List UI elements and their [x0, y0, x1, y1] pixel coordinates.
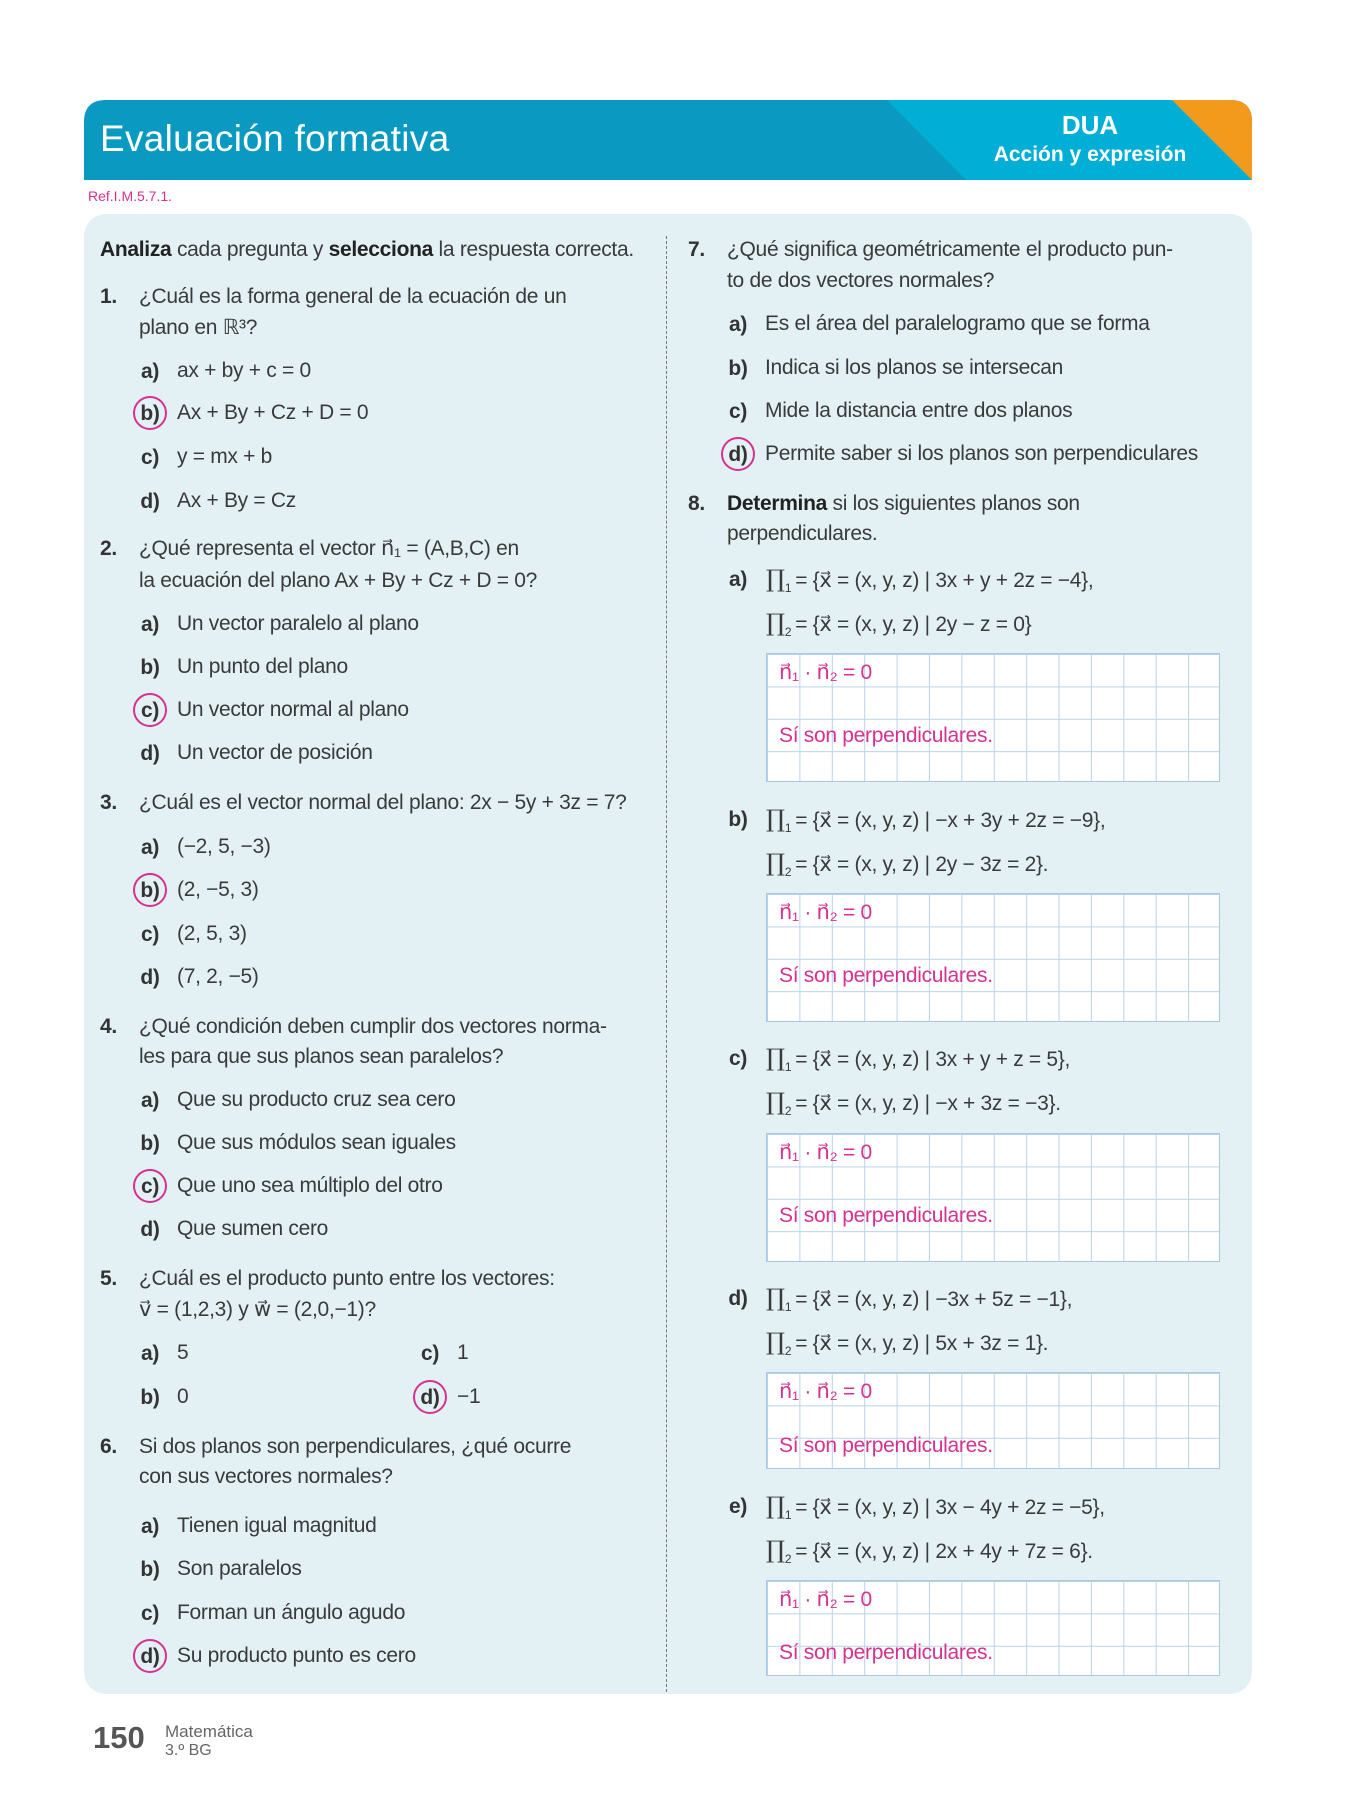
- handwritten-answer-conclusion: Sí son perpendiculares.: [779, 1434, 993, 1457]
- option-letter[interactable]: b): [140, 656, 160, 679]
- pi-symbol: ∏: [766, 849, 785, 877]
- question-number: 6.: [100, 1435, 117, 1458]
- option-text[interactable]: 5: [177, 1341, 189, 1364]
- handwritten-answer-conclusion: Sí son perpendiculares.: [779, 1204, 993, 1227]
- option-letter[interactable]: a): [140, 360, 160, 383]
- question-text: to de dos vectores normales?: [727, 269, 995, 292]
- plane-definition: = {x⃗ = (x, y, z) | 2x + 4y + 7z = 6}.: [795, 1540, 1093, 1563]
- option-text[interactable]: (2, 5, 3): [177, 922, 247, 945]
- question-text: plano en ℝ³?: [139, 316, 258, 339]
- option-text[interactable]: ax + by + c = 0: [177, 359, 311, 382]
- option-letter-selected[interactable]: d): [721, 437, 755, 471]
- option-letter[interactable]: d): [140, 490, 160, 513]
- item-letter: b): [728, 808, 748, 831]
- question-text: con sus vectores normales?: [139, 1465, 393, 1488]
- option-text[interactable]: (−2, 5, −3): [177, 835, 271, 858]
- option-letter[interactable]: a): [140, 1515, 160, 1538]
- handwritten-answer-dot-product: n⃗₁ · n⃗₂ = 0: [779, 901, 872, 924]
- plane-definition: = {x⃗ = (x, y, z) | 5x + 3z = 1}.: [795, 1332, 1049, 1355]
- question-number: 3.: [100, 791, 117, 814]
- option-text[interactable]: Que su producto cruz sea cero: [177, 1088, 456, 1111]
- plane-2-equation: [766, 849, 1049, 880]
- pi-symbol: ∏: [766, 1492, 785, 1520]
- pi-symbol: ∏: [766, 1088, 785, 1116]
- option-letter[interactable]: a): [140, 1089, 160, 1112]
- plane-2-equation: [766, 1536, 1093, 1567]
- option-letter[interactable]: c): [420, 1342, 440, 1365]
- option-letter-selected[interactable]: c): [133, 1169, 167, 1203]
- question-number: 1.: [100, 285, 117, 308]
- option-text[interactable]: (7, 2, −5): [177, 965, 259, 988]
- bold-verb: Determina: [727, 492, 828, 515]
- option-letter[interactable]: a): [728, 313, 748, 336]
- option-letter-selected[interactable]: d): [413, 1380, 447, 1414]
- handwritten-answer-conclusion: Sí son perpendiculares.: [779, 724, 993, 747]
- handwritten-answer-dot-product: n⃗₁ · n⃗₂ = 0: [779, 1380, 872, 1403]
- question-number: 5.: [100, 1267, 117, 1290]
- option-letter[interactable]: b): [728, 357, 748, 380]
- pi-symbol: ∏: [766, 565, 785, 593]
- plane-definition: = {x⃗ = (x, y, z) | 3x + y + 2z = −4},: [795, 569, 1094, 592]
- pi-symbol: ∏: [766, 805, 785, 833]
- option-text[interactable]: Un vector normal al plano: [177, 698, 409, 721]
- plane-1-equation: [766, 805, 1106, 836]
- option-text[interactable]: Ax + By = Cz: [177, 489, 296, 512]
- option-text[interactable]: Es el área del paralelogramo que se forma: [765, 312, 1150, 335]
- option-letter[interactable]: d): [140, 742, 160, 765]
- question-text: ¿Cuál es el vector normal del plano: 2x − 5y + 3z = 7?: [139, 791, 627, 814]
- pi-symbol: ∏: [766, 1284, 785, 1312]
- option-text[interactable]: Un vector paralelo al plano: [177, 612, 419, 635]
- option-letter-selected[interactable]: b): [133, 873, 167, 907]
- option-text[interactable]: Mide la distancia entre dos planos: [765, 399, 1073, 422]
- subscript: 2: [784, 865, 792, 880]
- item-letter: c): [728, 1047, 748, 1070]
- option-letter[interactable]: c): [728, 400, 748, 423]
- option-text[interactable]: (2, −5, 3): [177, 878, 259, 901]
- option-letter[interactable]: c): [140, 1602, 160, 1625]
- option-text[interactable]: Que sus módulos sean iguales: [177, 1131, 456, 1154]
- answer-grid: [766, 653, 1220, 782]
- plane-2-equation: [766, 609, 1032, 640]
- option-text[interactable]: Que uno sea múltiplo del otro: [177, 1174, 443, 1197]
- option-text[interactable]: Forman un ángulo agudo: [177, 1601, 406, 1624]
- dua-badge-subtitle: Acción y expresión: [993, 143, 1187, 166]
- answer-grid: [766, 1580, 1220, 1676]
- option-letter[interactable]: a): [140, 613, 160, 636]
- question-text: [727, 490, 1080, 518]
- grade: 3.º BG: [165, 1742, 212, 1759]
- option-text[interactable]: −1: [457, 1385, 481, 1408]
- answer-grid: [766, 1133, 1220, 1262]
- option-text[interactable]: Un vector de posición: [177, 741, 373, 764]
- handwritten-answer-conclusion: Sí son perpendiculares.: [779, 1641, 993, 1664]
- option-letter-selected[interactable]: c): [133, 693, 167, 727]
- plane-definition: = {x⃗ = (x, y, z) | 3x + y + z = 5},: [795, 1048, 1071, 1071]
- question-text: v⃗ = (1,2,3) y w⃗ = (2,0,−1)?: [139, 1298, 376, 1321]
- subscript: 2: [784, 625, 792, 640]
- plane-definition: = {x⃗ = (x, y, z) | 2y − z = 0}: [795, 613, 1032, 636]
- reference-code: Ref.I.M.5.7.1.: [88, 188, 173, 204]
- option-text[interactable]: Un punto del plano: [177, 655, 348, 678]
- option-letter[interactable]: c): [140, 923, 160, 946]
- question-number: 7.: [688, 238, 705, 261]
- subscript: 1: [784, 1508, 792, 1523]
- option-text[interactable]: Son paralelos: [177, 1557, 302, 1580]
- instruction: Analiza cada pregunta y selecciona la respuesta correcta.: [100, 238, 634, 261]
- column-divider: [666, 236, 667, 1692]
- option-letter-selected[interactable]: d): [133, 1639, 167, 1673]
- option-letter[interactable]: d): [140, 966, 160, 989]
- question-text: ¿Qué representa el vector n⃗₁ = (A,B,C) en: [139, 537, 519, 560]
- option-text[interactable]: Permite saber si los planos son perpendiculares: [765, 442, 1198, 465]
- item-letter: a): [728, 568, 748, 591]
- plane-2-equation: [766, 1328, 1049, 1359]
- dua-badge-title: DUA: [1061, 110, 1119, 140]
- option-letter[interactable]: b): [140, 1132, 160, 1155]
- pi-symbol: ∏: [766, 1536, 785, 1564]
- option-letter[interactable]: d): [140, 1218, 160, 1241]
- handwritten-answer-dot-product: n⃗₁ · n⃗₂ = 0: [779, 1141, 872, 1164]
- subscript: 1: [784, 821, 792, 836]
- question-text: ¿Qué significa geométricamente el producto pun-: [727, 238, 1173, 261]
- question-text: la ecuación del plano Ax + By + Cz + D = 0?: [139, 569, 538, 592]
- option-letter[interactable]: b): [140, 1386, 160, 1409]
- question-number: 8.: [688, 492, 705, 515]
- plane-1-equation: [766, 1284, 1073, 1315]
- option-text[interactable]: 1: [457, 1341, 469, 1364]
- question-number: 2.: [100, 537, 117, 560]
- option-letter-selected[interactable]: b): [133, 396, 167, 430]
- question-text: les para que sus planos sean paralelos?: [139, 1045, 504, 1068]
- subscript: 1: [784, 581, 792, 596]
- subscript: 2: [784, 1104, 792, 1119]
- option-text[interactable]: 0: [177, 1385, 189, 1408]
- option-text[interactable]: Tienen igual magnitud: [177, 1514, 377, 1537]
- subscript: 2: [784, 1344, 792, 1359]
- plane-definition: = {x⃗ = (x, y, z) | −x + 3y + 2z = −9},: [795, 809, 1106, 832]
- subscript: 1: [784, 1300, 792, 1315]
- question-text: perpendiculares.: [727, 522, 878, 545]
- option-text[interactable]: Que sumen cero: [177, 1217, 329, 1240]
- option-text[interactable]: Su producto punto es cero: [177, 1644, 416, 1667]
- question-number: 4.: [100, 1015, 117, 1038]
- option-letter[interactable]: b): [140, 1558, 160, 1581]
- pi-symbol: ∏: [766, 1328, 785, 1356]
- handwritten-answer-dot-product: n⃗₁ · n⃗₂ = 0: [779, 661, 872, 684]
- plane-definition: = {x⃗ = (x, y, z) | 3x − 4y + 2z = −5},: [795, 1496, 1105, 1519]
- plane-2-equation: [766, 1088, 1061, 1119]
- plane-definition: = {x⃗ = (x, y, z) | −x + 3z = −3}.: [795, 1092, 1061, 1115]
- option-letter[interactable]: a): [140, 836, 160, 859]
- question-text: ¿Cuál es la forma general de la ecuación de un: [139, 285, 567, 308]
- question-text: Si dos planos son perpendiculares, ¿qué ocurre: [139, 1435, 572, 1458]
- handwritten-answer-conclusion: Sí son perpendiculares.: [779, 964, 993, 987]
- answer-grid: [766, 1372, 1220, 1469]
- pi-symbol: ∏: [766, 1044, 785, 1072]
- plane-1-equation: [766, 1044, 1071, 1075]
- pi-symbol: ∏: [766, 609, 785, 637]
- question-text: ¿Cuál es el producto punto entre los vectores:: [139, 1267, 555, 1290]
- question-text: ¿Qué condición deben cumplir dos vectores norma-: [139, 1015, 607, 1038]
- plane-definition: = {x⃗ = (x, y, z) | −3x + 5z = −1},: [795, 1288, 1073, 1311]
- plane-definition: = {x⃗ = (x, y, z) | 2y − 3z = 2}.: [795, 853, 1049, 876]
- page-number: 150: [93, 1720, 145, 1755]
- option-text[interactable]: Indica si los planos se intersecan: [765, 356, 1063, 379]
- plane-1-equation: [766, 565, 1094, 596]
- option-letter[interactable]: a): [140, 1342, 160, 1365]
- subscript: 1: [784, 1060, 792, 1075]
- handwritten-answer-dot-product: n⃗₁ · n⃗₂ = 0: [779, 1588, 872, 1611]
- page-title: Evaluación formativa: [100, 118, 450, 159]
- item-letter: e): [728, 1495, 748, 1518]
- question-text-rest: si los siguientes planos son: [827, 492, 1080, 515]
- subscript: 2: [784, 1552, 792, 1567]
- subject: Matemática: [165, 1722, 253, 1741]
- option-text[interactable]: y = mx + b: [177, 445, 273, 468]
- option-letter[interactable]: c): [140, 446, 160, 469]
- answer-grid: [766, 893, 1220, 1022]
- plane-1-equation: [766, 1492, 1105, 1523]
- option-text[interactable]: Ax + By + Cz + D = 0: [177, 401, 369, 424]
- item-letter: d): [728, 1287, 748, 1310]
